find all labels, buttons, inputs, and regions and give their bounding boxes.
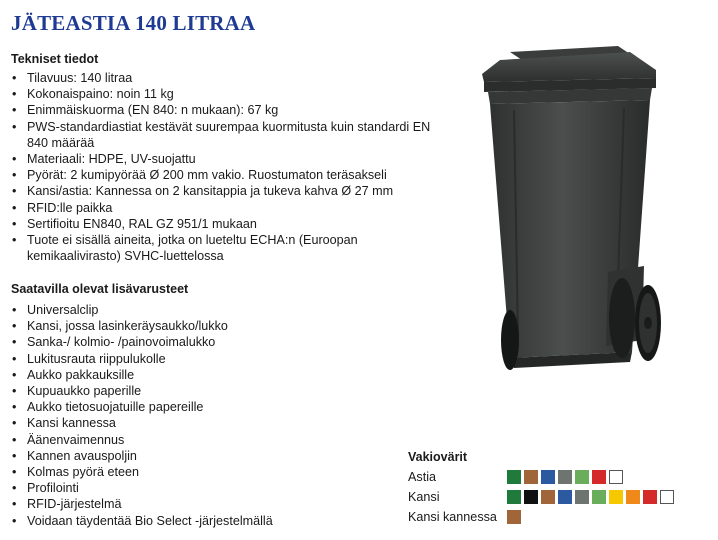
color-swatch: [507, 490, 521, 504]
color-swatch: [524, 490, 538, 504]
color-swatch: [507, 470, 521, 484]
color-swatch: [660, 490, 674, 504]
color-swatch: [541, 470, 555, 484]
specs-item: • PWS-standardiastiat kestävät suurempaa kuormitusta kuin standardi EN 840 määrää: [11, 119, 441, 151]
color-swatch: [592, 490, 606, 504]
color-row-label: Astia: [408, 470, 436, 484]
specs-item: • Tuote ei sisällä aineita, jotka on lueteltu ECHA:n (Euroopan kemikaalivirasto) SVHC-luettelossa: [11, 232, 441, 264]
color-swatch: [626, 490, 640, 504]
specs-item: • Kokonaispaino: noin 11 kg: [11, 86, 441, 102]
accessories-item: • Voidaan täydentää Bio Select -järjestelmällä: [11, 513, 441, 529]
color-swatch: [558, 470, 572, 484]
color-row-label: Kansi: [408, 490, 440, 504]
color-row-label: Kansi kannessa: [408, 510, 497, 524]
color-swatch: [558, 490, 572, 504]
accessories-item: • Aukko tietosuojatuille papereille: [11, 399, 441, 415]
accessories-item: • Aukko pakkauksille: [11, 367, 441, 383]
color-row: [408, 507, 674, 527]
accessories-item: • Kannen avauspoljin: [11, 448, 441, 464]
color-swatch: [507, 510, 521, 524]
specs-item: • Kansi/astia: Kannessa on 2 kansitappia ja tukeva kahva Ø 27 mm: [11, 183, 441, 199]
accessories-item: • Lukitusrauta riippulukolle: [11, 351, 441, 367]
specs-item: • RFID:lle paikka: [11, 200, 441, 216]
accessories-item: • Kupuaukko paperille: [11, 383, 441, 399]
color-swatch: [592, 470, 606, 484]
specs-heading: Tekniset tiedot: [11, 52, 99, 66]
color-swatch: [541, 490, 555, 504]
specs-item: • Enimmäiskuorma (EN 840: n mukaan): 67 kg: [11, 102, 441, 118]
color-row: [408, 467, 674, 487]
color-swatch: [609, 470, 623, 484]
waste-bin-image: [470, 40, 670, 380]
accessories-item: • Sanka-/ kolmio- /painovoimalukko: [11, 334, 441, 350]
accessories-item: • Kansi kannessa: [11, 415, 441, 431]
specs-item: • Tilavuus: 140 litraa: [11, 70, 441, 86]
color-swatch: [524, 470, 538, 484]
specs-item: • Materiaali: HDPE, UV-suojattu: [11, 151, 441, 167]
specs-item: • Sertifioitu EN840, RAL GZ 951/1 mukaan: [11, 216, 441, 232]
specs-list: [11, 70, 441, 264]
accessories-item: • Profilointi: [11, 480, 441, 496]
color-swatch: [609, 490, 623, 504]
accessories-item: • Äänenvaimennus: [11, 432, 441, 448]
accessories-item: • Kansi, jossa lasinkeräysaukko/lukko: [11, 318, 441, 334]
colors-heading: Vakiovärit: [408, 450, 468, 464]
color-swatch: [575, 490, 589, 504]
accessories-item: • Universalclip: [11, 302, 441, 318]
specs-item: • Pyörät: 2 kumipyörää Ø 200 mm vakio. Ruostumaton teräsakseli: [11, 167, 441, 183]
accessories-item: • Kolmas pyörä eteen: [11, 464, 441, 480]
color-swatch: [575, 470, 589, 484]
accessories-heading: Saatavilla olevat lisävarusteet: [11, 282, 189, 296]
accessories-item: • RFID-järjestelmä: [11, 496, 441, 512]
accessories-list: [11, 302, 441, 529]
page-title: JÄTEASTIA 140 LITRAA: [11, 11, 256, 35]
color-swatch: [643, 490, 657, 504]
standard-colors: [408, 450, 674, 527]
color-row: [408, 487, 674, 507]
